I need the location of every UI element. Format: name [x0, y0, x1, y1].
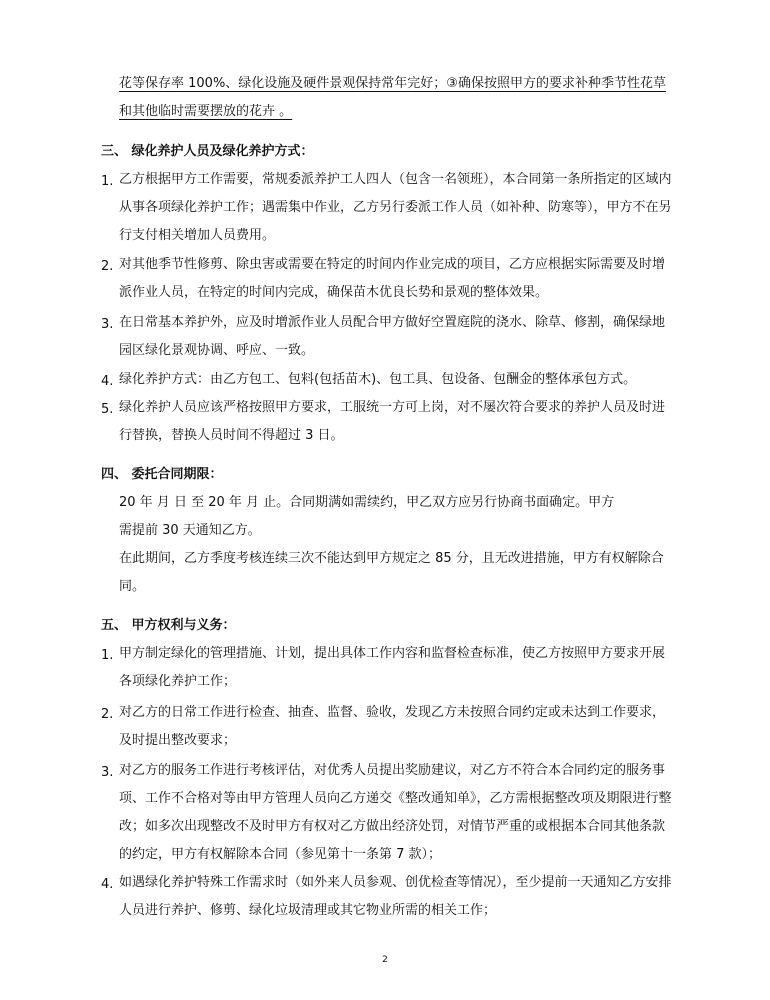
s3-item-4-number: 4. — [101, 374, 114, 389]
s3-item-1-number: 1. — [101, 174, 114, 189]
s5-item-2-line-2: 及时提出整改要求； — [119, 733, 237, 748]
s5-item-3-line-4: 的约定，甲方有权解除本合同（参见第十一条第 7 款）； — [119, 847, 442, 862]
s5-item-1-line-1: 甲方制定绿化的管理措施、计划，提出具体工作内容和监督检查标准，使乙方按照甲方要求开展 — [119, 646, 666, 661]
s5-item-3-line-2: 项、工作不合格对等由甲方管理人员向乙方递交《整改通知单》，乙方需根据整改项及期限进行整 — [119, 791, 672, 806]
intro-line-2: 和其他临时需要摆放的花卉 。 — [119, 104, 293, 119]
section-3-heading: 三、 绿化养护人员及绿化养护方式： — [101, 144, 314, 159]
s4-line-4: 同。 — [119, 579, 146, 594]
s5-item-3-line-3: 改；如多次出现整改不及时甲方有权对乙方做出经济处罚，对情节严重的或根据本合同其他条款 — [119, 819, 666, 834]
s3-item-3-line-2: 园区绿化景观协调、呼应、一致。 — [119, 343, 315, 358]
s3-item-3-number: 3. — [101, 317, 114, 332]
s4-line-2: 需提前 30 天通知乙方。 — [119, 523, 261, 538]
s3-item-5-line-1: 绿化养护人员应该严格按照甲方要求，工服统一方可上岗，对不屡次符合要求的养护人员及时进 — [119, 400, 666, 415]
s3-item-2-line-1: 对其他季节性修剪、除虫害或需要在特定的时间内作业完成的项目，乙方应根据实际需要及时增 — [119, 257, 666, 272]
s5-item-3-line-1: 对乙方的服务工作进行考核评估，对优秀人员提出奖励建议，对乙方不符合本合同约定的服务事 — [119, 763, 666, 778]
s3-item-2-line-2: 派作业人员，在特定的时间内完成，确保苗木优良长势和景观的整体效果。 — [119, 285, 549, 300]
s4-line-1: 20 年 月 日 至 20 年 月 止。合同期满如需续约，甲乙双方应另行协商书面确定。甲方 — [119, 495, 615, 510]
s5-item-1-line-2: 各项绿化养护工作； — [119, 674, 237, 689]
s3-item-1-line-2: 从事各项绿化养护工作；遇需集中作业，乙方另行委派工作人员（如补种、防寒等），甲方不在另 — [119, 200, 672, 215]
s5-item-2-line-1: 对乙方的日常工作进行检查、抽查、监督、验收，发现乙方未按照合同约定或未达到工作要求， — [119, 705, 666, 720]
s3-item-1-line-3: 行支付相关增加人员费用。 — [119, 228, 276, 243]
s5-item-3-number: 3. — [101, 765, 114, 780]
s3-item-1-line-1: 乙方根据甲方工作需要，常规委派养护工人四人（包含一名领班），本合同第一条所指定的区域内 — [119, 172, 672, 187]
s3-item-4-line-1: 绿化养护方式：由乙方包工、包料(包括苗木)、包工具、包设备、包酬金的整体承包方式。 — [119, 372, 637, 387]
s5-item-4-line-1: 如遇绿化养护特殊工作需求时（如外来人员参观、创优检查等情况），至少提前一天通知乙方安排 — [119, 875, 672, 890]
s3-item-2-number: 2. — [101, 259, 114, 274]
intro-line-1: 花等保存率 100%、绿化设施及硬件景观保持常年完好；③确保按照甲方的要求补种季节性花草 — [119, 76, 666, 91]
s5-item-4-number: 4. — [101, 877, 114, 892]
s3-item-5-number: 5. — [101, 402, 114, 417]
s5-item-1-number: 1. — [101, 648, 114, 663]
s3-item-3-line-1: 在日常基本养护外，应及时增派作业人员配合甲方做好空置庭院的浇水、除草、修割，确保绿地 — [119, 315, 666, 330]
s4-line-3: 在此期间，乙方季度考核连续三次不能达到甲方规定之 85 分，且无改进措施，甲方有权解除合 — [119, 551, 664, 566]
section-4-heading: 四、 委托合同期限： — [101, 467, 223, 482]
section-5-heading: 五、 甲方权利与义务： — [101, 618, 236, 633]
s5-item-2-number: 2. — [101, 707, 114, 722]
s5-item-4-line-2: 人员进行养护、修剪、绿化垃圾清理或其它物业所需的相关工作； — [119, 903, 497, 918]
s3-item-5-line-2: 行替换，替换人员时间不得超过 3 日。 — [119, 428, 344, 443]
page-number: 2 — [382, 955, 388, 965]
